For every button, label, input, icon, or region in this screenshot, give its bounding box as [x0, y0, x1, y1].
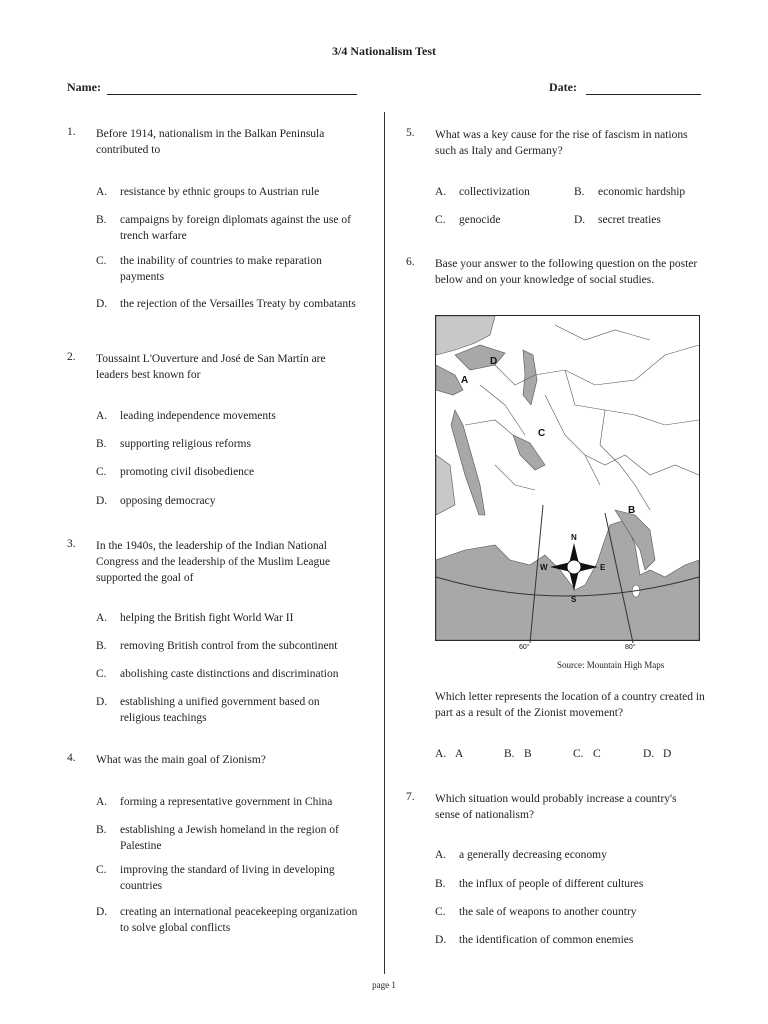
question-number: 1. — [67, 126, 76, 138]
date-field[interactable] — [586, 80, 701, 95]
map-figure — [435, 315, 700, 655]
map-image — [435, 315, 700, 655]
compass-w: W — [540, 563, 548, 572]
question-text: Which letter represents the location of a country created in part as a result of the Zionist movement? — [435, 691, 705, 719]
answer-option[interactable] — [96, 904, 358, 936]
map-label-a: A — [461, 375, 469, 386]
option-letter: B. — [96, 824, 107, 836]
question-text: Toussaint L'Ouverture and José de San Martín are leaders best known for — [96, 353, 326, 381]
name-label: Name: — [67, 80, 101, 94]
name-field[interactable] — [107, 80, 357, 95]
option-text: A — [455, 748, 464, 760]
page-title: 3/4 Nationalism Test — [331, 44, 436, 58]
option-letter: B. — [96, 438, 107, 450]
option-text: opposing democracy — [120, 495, 216, 507]
option-letter: D. — [574, 214, 586, 226]
option-letter: A. — [96, 612, 108, 624]
tick-label-80: 80° — [625, 644, 636, 651]
option-letter: C. — [96, 668, 107, 680]
option-letter: A. — [435, 748, 447, 760]
option-letter: B. — [574, 186, 585, 198]
question-text: In the 1940s, the leadership of the Indian National Congress and the leadership of the Muslim League supported the goal of — [96, 540, 331, 584]
option-letter: C. — [96, 864, 107, 876]
answer-option[interactable] — [96, 436, 358, 452]
option-letter: A. — [435, 186, 447, 198]
map-label-b: B — [628, 505, 636, 516]
option-letter: D. — [96, 906, 108, 918]
question-text: Which situation would probably increase a country's sense of nationalism? — [435, 793, 677, 821]
answer-option[interactable] — [435, 904, 707, 920]
option-letter: C. — [573, 748, 584, 760]
option-text: B — [524, 748, 532, 760]
answer-option[interactable] — [96, 408, 358, 424]
option-text: genocide — [459, 214, 501, 226]
option-text: D — [663, 748, 672, 760]
option-letter: C. — [96, 255, 107, 267]
answer-option[interactable] — [574, 184, 704, 200]
option-letter: C. — [96, 466, 107, 478]
compass-s: S — [571, 595, 577, 604]
answer-option[interactable] — [96, 610, 368, 626]
option-text: the identification of common enemies — [459, 934, 634, 946]
option-letter: A. — [435, 849, 447, 861]
option-text: the rejection of the Versailles Treaty by combatants — [120, 298, 356, 310]
answer-option[interactable] — [573, 746, 633, 762]
question-number: 7. — [406, 791, 415, 803]
answer-option[interactable] — [96, 296, 358, 328]
question-number: 2. — [67, 351, 76, 363]
answer-option[interactable] — [574, 212, 704, 228]
answer-option[interactable] — [96, 822, 358, 854]
date-label: Date: — [549, 80, 577, 94]
page-number: page 1 — [372, 980, 396, 990]
option-letter: D. — [96, 495, 108, 507]
option-text: the inability of countries to make reparation payments — [120, 255, 322, 283]
option-letter: B. — [96, 640, 107, 652]
answer-option[interactable] — [96, 862, 368, 894]
option-letter: C. — [435, 906, 446, 918]
option-text: removing British control from the subcontinent — [120, 640, 338, 652]
option-letter: D. — [643, 748, 655, 760]
map-label-d: D — [490, 356, 498, 367]
question-text: What was a key cause for the rise of fascism in nations such as Italy and Germany? — [435, 129, 688, 157]
option-letter: D. — [96, 298, 108, 310]
question-number: 3. — [67, 538, 76, 550]
compass-n: N — [571, 533, 577, 542]
answer-option[interactable] — [96, 493, 358, 509]
option-letter: D. — [435, 934, 447, 946]
option-letter: B. — [504, 748, 515, 760]
option-text: abolishing caste distinctions and discrimination — [120, 668, 339, 680]
option-text: resistance by ethnic groups to Austrian rule — [120, 186, 320, 198]
option-text: the sale of weapons to another country — [459, 906, 637, 918]
question-text: Base your answer to the following question on the poster below and on your knowledge of social studies. — [435, 258, 698, 286]
answer-option[interactable] — [435, 746, 495, 762]
answer-option[interactable] — [435, 212, 565, 228]
option-text: secret treaties — [598, 214, 661, 226]
answer-option[interactable] — [96, 212, 358, 244]
option-text: promoting civil disobedience — [120, 466, 255, 478]
tick-label-60: 60° — [519, 644, 530, 651]
column-divider — [384, 112, 385, 974]
answer-option[interactable] — [96, 464, 358, 480]
option-letter: A. — [96, 410, 108, 422]
option-text: a generally decreasing economy — [459, 849, 607, 861]
option-text: improving the standard of living in developing countries — [120, 864, 335, 892]
answer-option[interactable] — [96, 253, 358, 285]
option-text: collectivization — [459, 186, 530, 198]
option-text: campaigns by foreign diplomats against the use of trench warfare — [120, 214, 351, 242]
option-text: the influx of people of different cultures — [459, 878, 644, 890]
option-text: supporting religious reforms — [120, 438, 251, 450]
answer-option[interactable] — [96, 638, 368, 654]
answer-option[interactable] — [96, 694, 358, 726]
answer-option[interactable] — [435, 184, 565, 200]
option-letter: A. — [96, 796, 108, 808]
answer-option[interactable] — [435, 932, 707, 948]
compass-e: E — [600, 563, 606, 572]
question-text: Before 1914, nationalism in the Balkan Peninsula contributed to — [96, 128, 325, 156]
map-label-c: C — [538, 428, 546, 439]
option-text: establishing a unified government based on religious teachings — [120, 696, 320, 724]
option-text: C — [593, 748, 601, 760]
option-text: economic hardship — [598, 186, 686, 198]
option-text: creating an international peacekeeping organization to solve global conflicts — [120, 906, 358, 934]
answer-option[interactable] — [96, 794, 368, 810]
question-number: 4. — [67, 752, 76, 764]
answer-option[interactable] — [643, 746, 703, 762]
map-source: Source: Mountain High Maps — [557, 660, 665, 670]
option-text: helping the British fight World War II — [120, 612, 294, 624]
option-letter: A. — [96, 186, 108, 198]
option-letter: B. — [435, 878, 446, 890]
answer-option[interactable] — [504, 746, 564, 762]
question-number: 5. — [406, 127, 415, 139]
question-number: 6. — [406, 256, 415, 268]
option-text: leading independence movements — [120, 410, 276, 422]
answer-option[interactable] — [96, 184, 358, 200]
answer-option[interactable] — [435, 876, 707, 892]
option-letter: D. — [96, 696, 108, 708]
answer-option[interactable] — [435, 847, 707, 863]
option-text: forming a representative government in China — [120, 796, 333, 808]
option-letter: B. — [96, 214, 107, 226]
question-text: What was the main goal of Zionism? — [96, 754, 266, 766]
option-letter: C. — [435, 214, 446, 226]
answer-option[interactable] — [96, 666, 368, 682]
option-text: establishing a Jewish homeland in the region of Palestine — [120, 824, 339, 852]
